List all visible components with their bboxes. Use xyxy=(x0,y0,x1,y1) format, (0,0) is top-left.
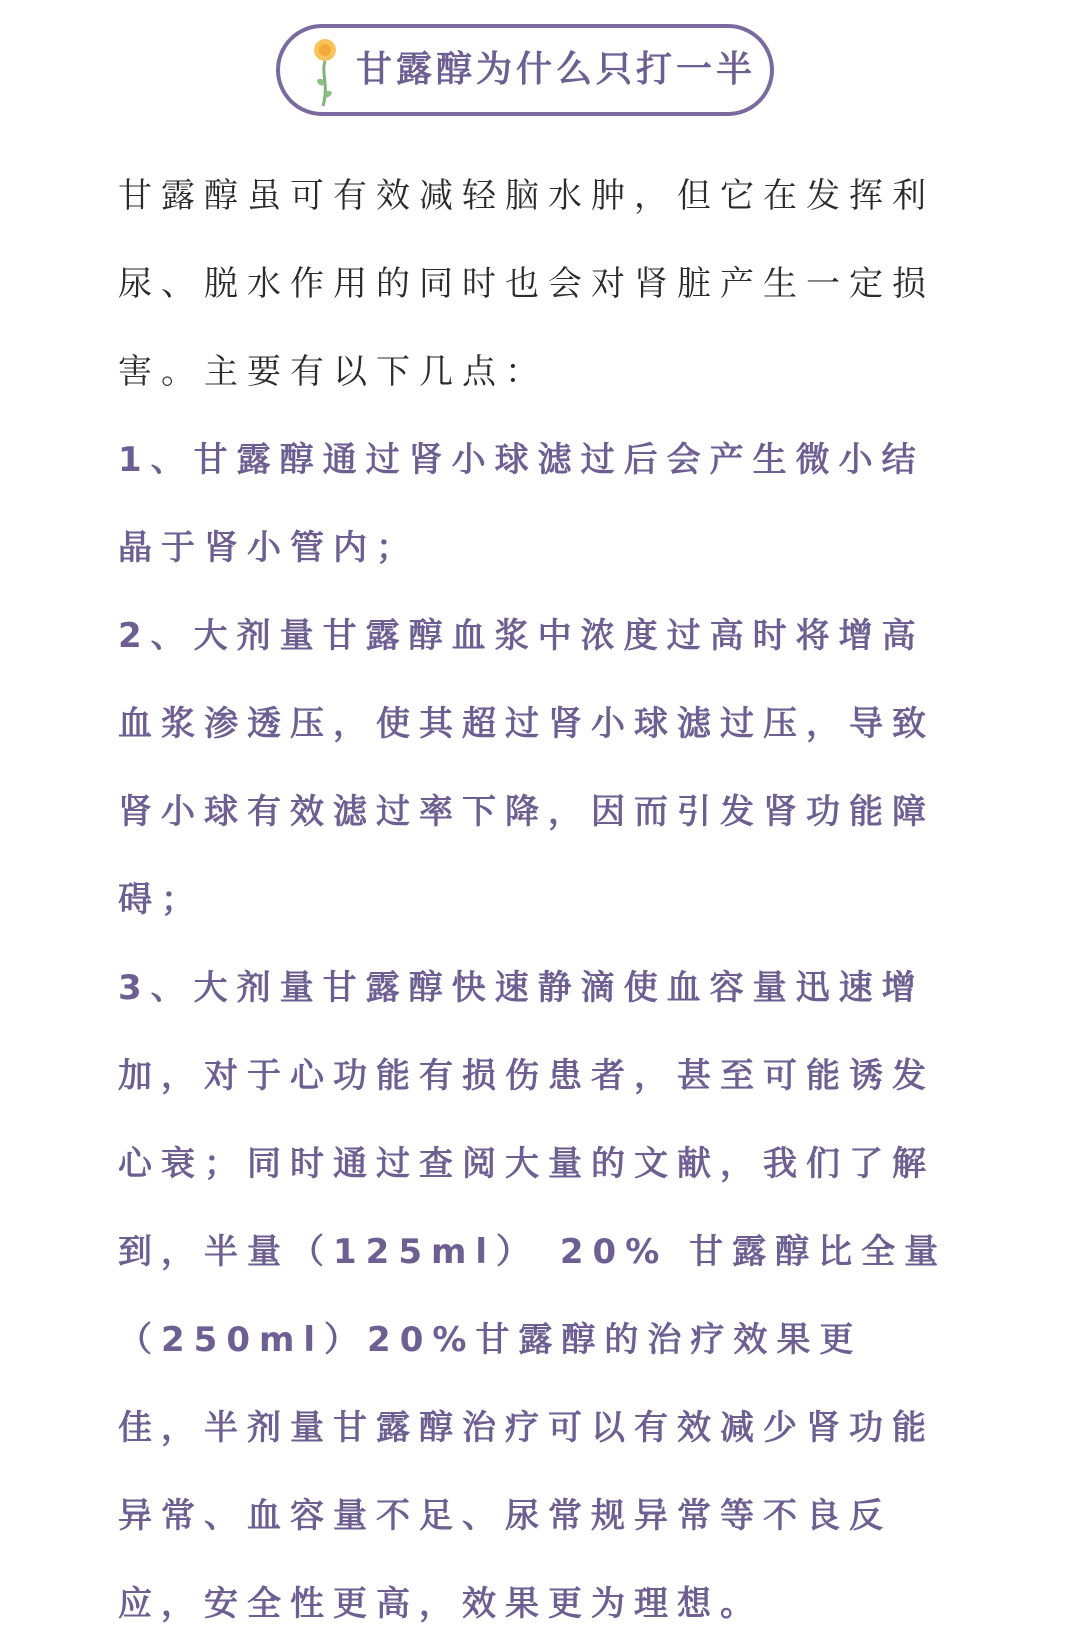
point-1: 1、甘露醇通过肾小球滤过后会产生微小结晶于肾小管内； xyxy=(118,440,925,568)
page-title: 甘露醇为什么只打一半 xyxy=(356,49,757,90)
article-body xyxy=(118,152,948,1648)
title-banner xyxy=(276,24,774,116)
intro-paragraph: 甘露醇虽可有效减轻脑水肿，但它在发挥利尿、脱水作用的同时也会对肾脏产生一定损害。主要有以下几点： xyxy=(118,176,935,392)
sunflower-icon xyxy=(308,36,342,110)
point-3: 3、大剂量甘露醇快速静滴使血容量迅速增加，对于心功能有损伤患者，甚至可能诱发心衰；同时通过查阅大量的文献，我们了解到，半量（125ml） 20% 甘露醇比全量（250ml）20%甘露醇的治疗效果更佳，半剂量甘露醇治疗可以有效减少肾功能异常、血容量不足、尿常规异常等不良反应，安全性更高，效果更为理想。 xyxy=(118,968,948,1624)
point-2: 2、大剂量甘露醇血浆中浓度过高时将增高血浆渗透压，使其超过肾小球滤过压，导致肾小球有效滤过率下降，因而引发肾功能障碍； xyxy=(118,616,935,920)
